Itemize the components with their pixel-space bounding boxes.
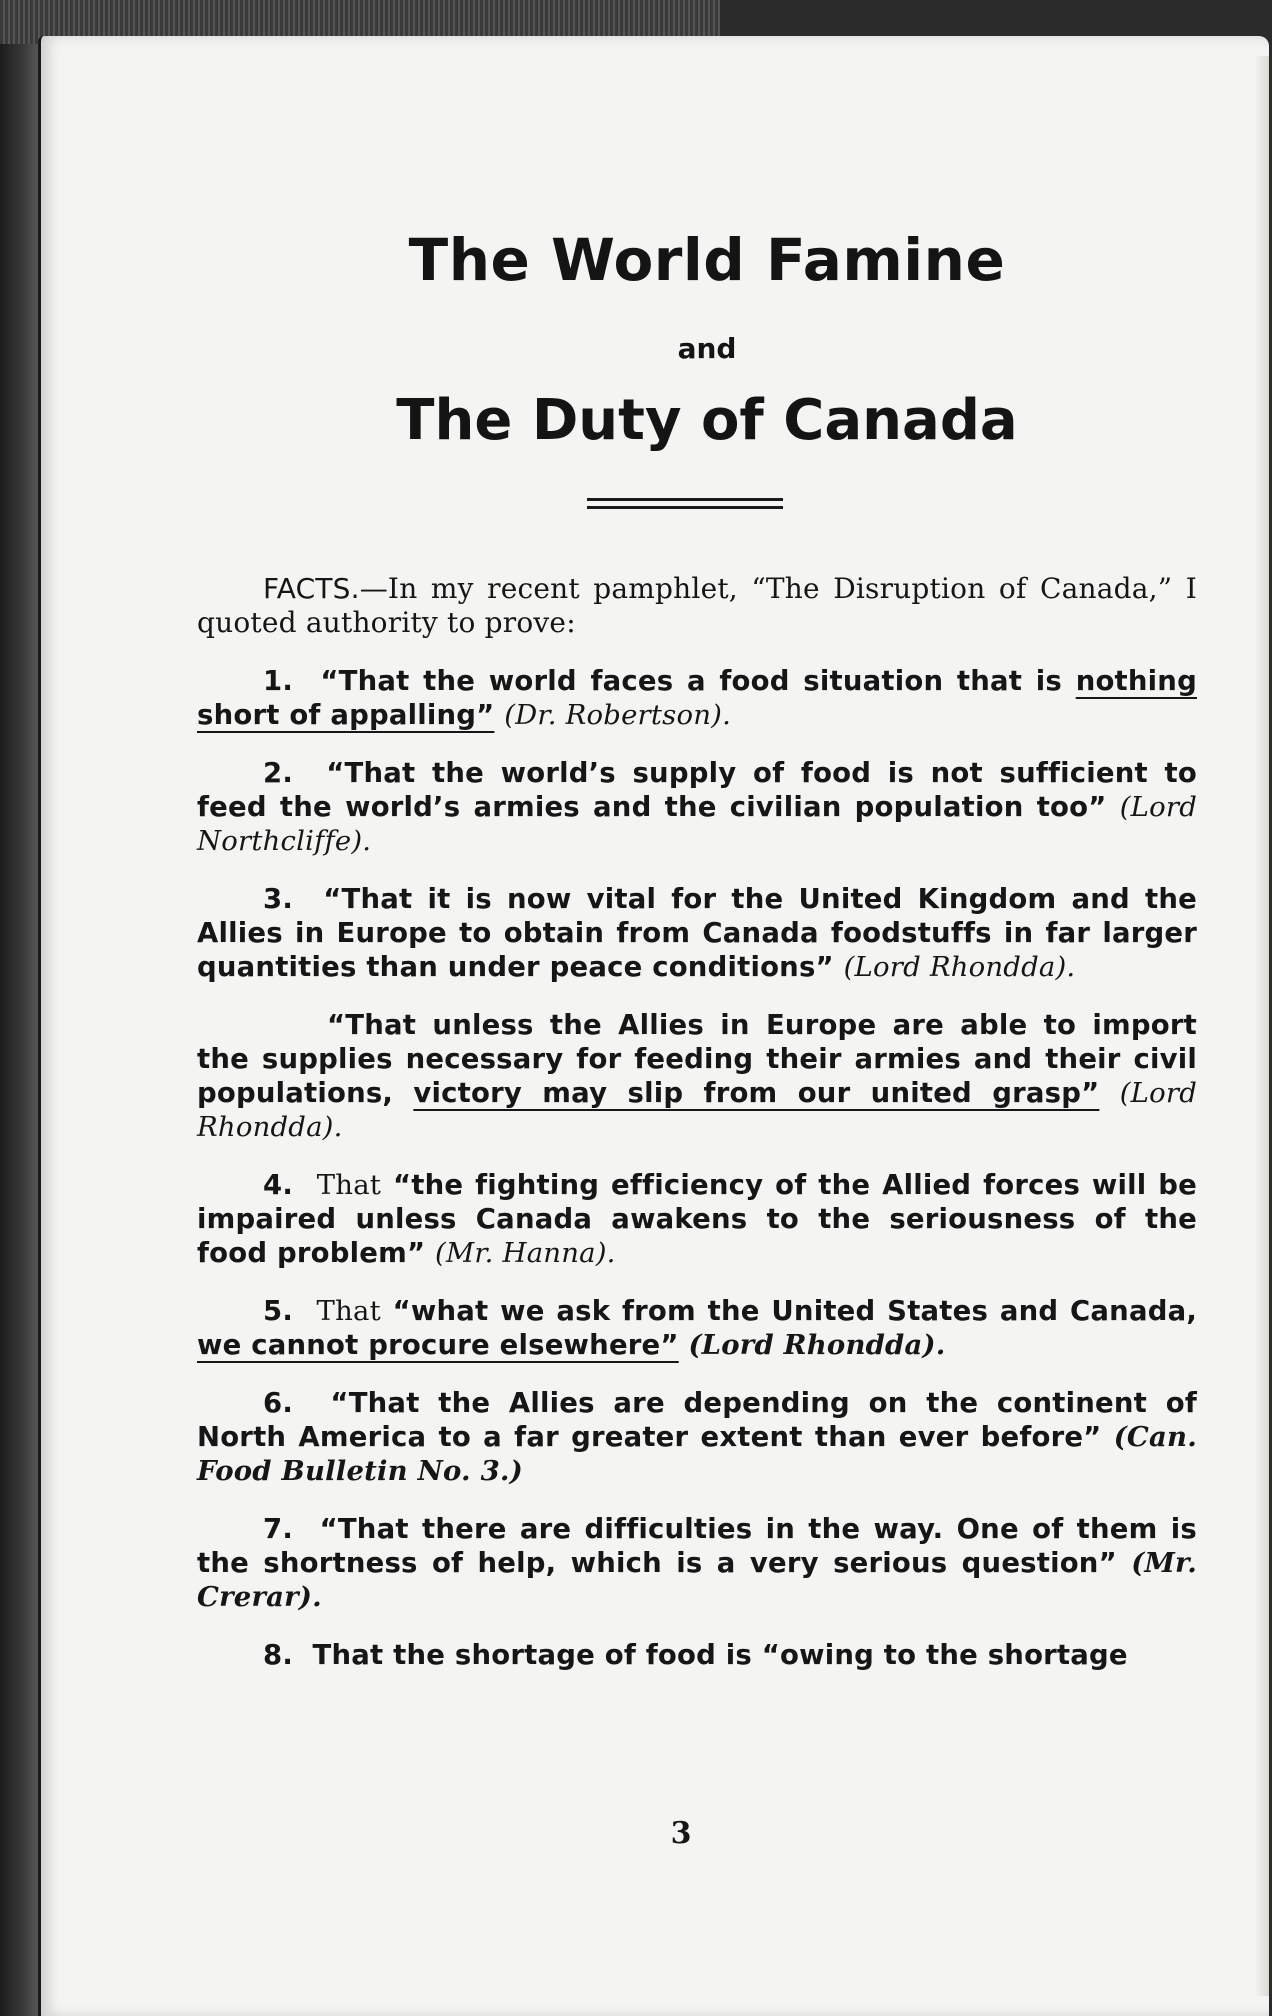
fact-text: That the shortage of food is “owing to the shortage: [312, 1639, 1128, 1671]
fact-text: “That the world’s supply of food is not sufficient to feed the world’s armies and the civilian population too”: [197, 757, 1197, 823]
fact-3-continued: [197, 1008, 1197, 1144]
document-page: [38, 36, 1269, 2016]
fact-2: [197, 756, 1197, 858]
fact-text: “That the Allies are depending on the continent of North America to a far greater extent than ever before”: [197, 1387, 1197, 1453]
fact-citation: (Lord Rhondda).: [688, 1329, 946, 1361]
fact-text: “That the world faces a food situation that is: [320, 665, 1076, 697]
fact-3: [197, 882, 1197, 984]
fact-number: 1.: [263, 665, 293, 697]
double-rule-top: [587, 498, 783, 501]
fact-citation: (Mr. Hanna).: [435, 1237, 616, 1269]
fact-5: [197, 1294, 1197, 1362]
fact-number: 2.: [263, 757, 293, 789]
fact-number: 6.: [263, 1387, 293, 1419]
fact-number: 8.: [263, 1639, 293, 1671]
fact-1: [197, 664, 1197, 732]
body-text: [197, 572, 1197, 1696]
fact-underlined: victory may slip from our united grasp”: [413, 1077, 1100, 1109]
fact-text: “That unless the Allies in Europe are able to import the supplies necessary for feeding their armies and their civil populations,: [197, 1009, 1197, 1109]
fact-underlined: we cannot procure elsewhere”: [197, 1329, 679, 1361]
fact-text: “That it is now vital for the United Kingdom and the Allies in Europe to obtain from Canada foodstuffs in far larger quantities than under peace conditions”: [197, 883, 1197, 983]
fact-citation: (Lord Rhondda).: [843, 951, 1076, 983]
fact-4: [197, 1168, 1197, 1270]
fact-citation: (Can. Food Bulletin No. 3.): [197, 1421, 1197, 1487]
fact-lead: That: [316, 1295, 381, 1327]
fact-number: 5.: [263, 1295, 293, 1327]
intro-text: —In my recent pamphlet, “The Disruption of Canada,” I quoted authority to prove:: [197, 572, 1197, 639]
fact-7: [197, 1512, 1197, 1614]
fact-text: “what we ask from the United States and Canada,: [392, 1295, 1197, 1327]
page-title: The World Famine: [408, 226, 1006, 294]
fact-text: “the fighting efficiency of the Allied forces will be impaired unless Canada awakens to the seriousness of the food problem”: [197, 1169, 1197, 1269]
double-rule-bottom: [587, 506, 783, 509]
page-subtitle: The Duty of Canada: [396, 388, 1018, 453]
fact-lead: That: [316, 1169, 382, 1201]
fact-number: 7.: [263, 1513, 293, 1545]
fact-citation: (Dr. Robertson).: [504, 699, 732, 731]
intro-lead: FACTS.: [263, 572, 360, 605]
fact-underlined: nothing short of appalling”: [197, 665, 1197, 731]
intro-paragraph: [197, 572, 1197, 640]
fact-citation: (Lord Rhondda).: [197, 1077, 1198, 1143]
fact-number: 4.: [263, 1169, 293, 1201]
fact-6: [197, 1386, 1197, 1488]
fact-number: 3.: [263, 883, 293, 915]
scanner-backdrop-left: [0, 0, 40, 2016]
fact-citation: (Lord Northcliffe).: [197, 791, 1197, 857]
fact-8: [197, 1638, 1197, 1672]
fact-text: “That there are difficulties in the way. One of them is the shortness of help, which is a very serious question”: [197, 1513, 1197, 1579]
page-number: 3: [670, 1816, 692, 1851]
fact-citation: (Mr. Crerar).: [197, 1547, 1197, 1613]
title-connector: and: [677, 332, 737, 365]
